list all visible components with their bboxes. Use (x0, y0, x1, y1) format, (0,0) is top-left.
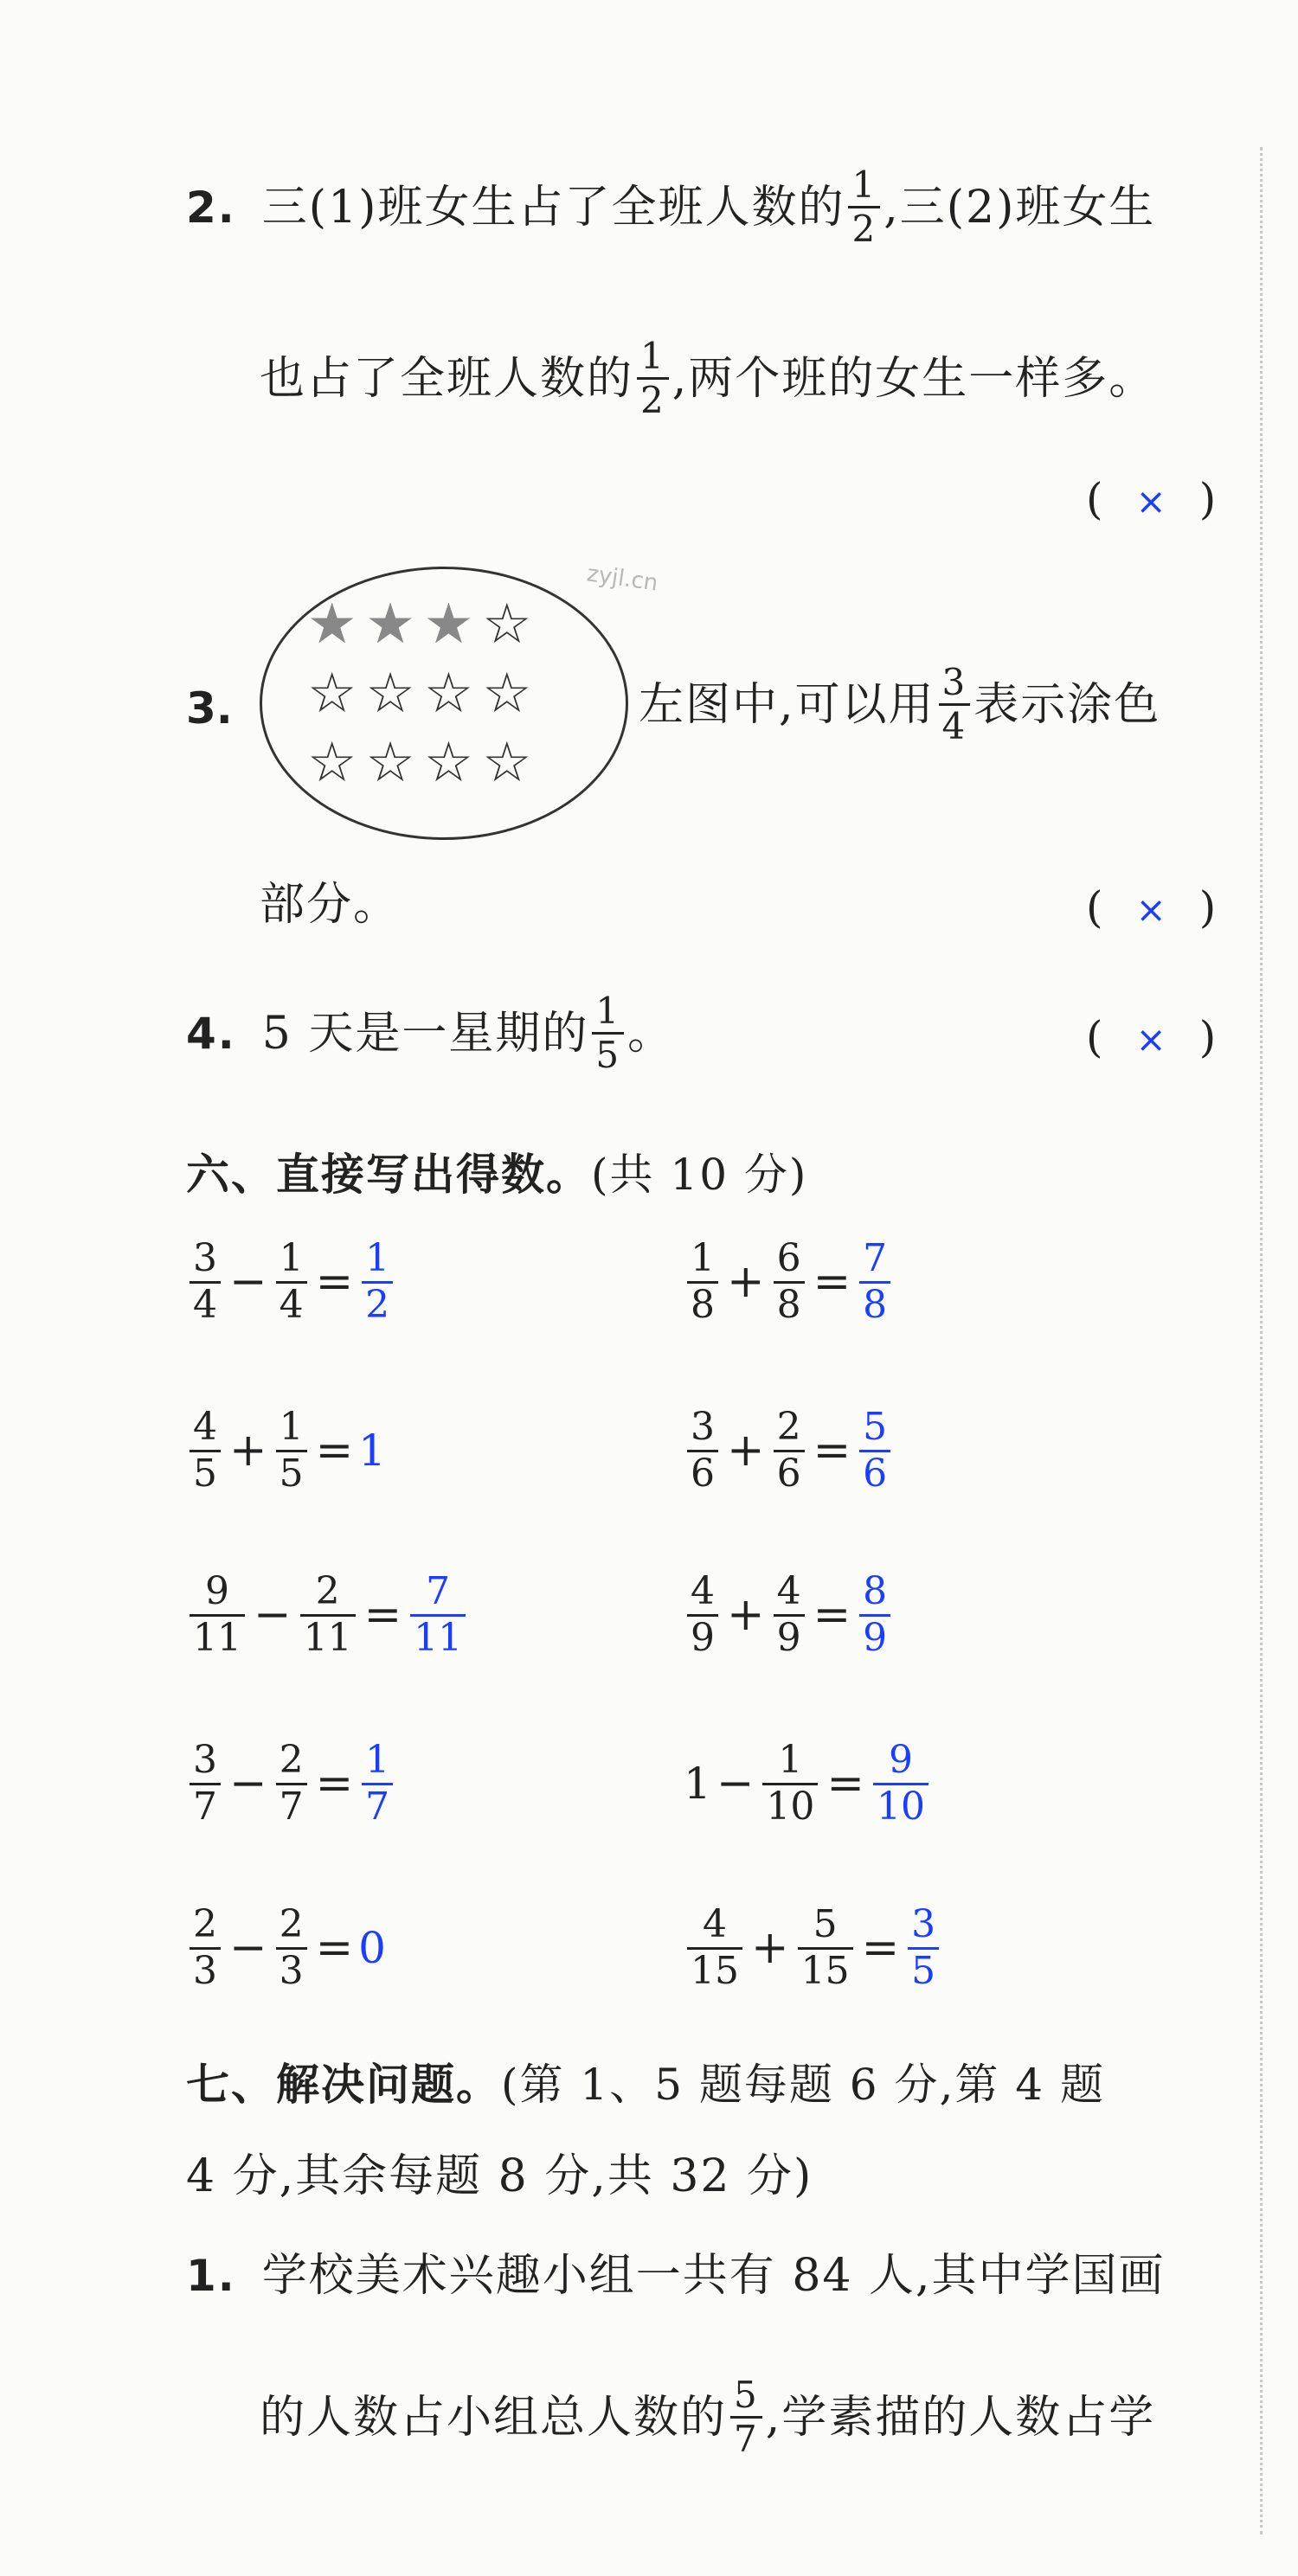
operand-a-numerator: 4 (703, 1902, 727, 1946)
q2-answer: × (1135, 480, 1175, 522)
answer-whole: 0 (358, 1923, 386, 1974)
answer-numerator: 1 (365, 1738, 390, 1782)
operand-a-numerator: 4 (193, 1405, 217, 1449)
page-edge-divider (1260, 147, 1263, 2534)
operand-b-denominator: 5 (279, 1451, 304, 1496)
operand-a-denominator: 6 (691, 1451, 715, 1496)
q4-answer: × (1135, 1018, 1175, 1061)
equals-sign: = (826, 1758, 864, 1810)
operand-b-denominator: 6 (776, 1451, 801, 1496)
equals-sign: = (813, 1589, 851, 1642)
operand-a (190, 1406, 221, 1496)
operand-b (276, 1406, 307, 1496)
answer (859, 1237, 890, 1327)
section-7-points-2: 4 分,其余每题 8 分,共 32 分) (186, 2150, 813, 2202)
operator: − (229, 1758, 267, 1810)
stars-figure (307, 590, 541, 798)
operand-a-numerator: 3 (193, 1738, 217, 1782)
operand-a (190, 1237, 221, 1327)
operand-b-denominator: 11 (303, 1615, 352, 1660)
operand-a-denominator: 15 (691, 1948, 739, 1993)
operand-b-numerator: 2 (776, 1405, 801, 1449)
operand-b-numerator: 2 (279, 1738, 304, 1782)
answer-denominator: 2 (365, 1282, 390, 1327)
operand-b-numerator: 2 (315, 1569, 340, 1613)
q4-text: 5 天是一星期的 (261, 1007, 589, 1060)
operand-a-denominator: 7 (193, 1784, 217, 1829)
operand-b (276, 1903, 307, 1993)
operand-b (276, 1237, 307, 1327)
equals-sign: = (861, 1922, 900, 1975)
s7q1-frac-numerator: 5 (734, 2374, 759, 2416)
answer-numerator: 1 (365, 1236, 390, 1280)
operator: + (727, 1256, 765, 1309)
q2-frac1-numerator: 1 (851, 163, 877, 206)
section-7-title: 七、解决问题。 (186, 2059, 501, 2110)
answer-denominator: 8 (863, 1282, 888, 1327)
section-7-heading (186, 2050, 1105, 2112)
answer (859, 1570, 890, 1660)
s7q1-text-2-tail: ,学素描的人数占学 (765, 2391, 1156, 2444)
operand-a-numerator: 9 (205, 1569, 229, 1613)
equals-sign: = (315, 1758, 354, 1810)
operand-a (687, 1237, 718, 1327)
q4-frac-denominator: 5 (595, 1034, 621, 1077)
watermark: zyjl.cn (585, 561, 660, 597)
s7q1-frac-denominator: 7 (734, 2418, 759, 2461)
q3-number: 3. (186, 683, 233, 734)
q4-frac-numerator: 1 (595, 990, 621, 1032)
operand-b (774, 1406, 805, 1496)
section-7-points-1: (第 1、5 题每题 6 分,第 4 题 (501, 2060, 1106, 2110)
operand-a (687, 1903, 742, 1993)
operand-a (190, 1739, 221, 1829)
q4-line (186, 990, 674, 1077)
s7q1-line2 (260, 2374, 1155, 2461)
q2-frac1-denominator: 2 (851, 208, 877, 251)
operand-a-denominator: 5 (193, 1451, 217, 1496)
section-6-points: (共 10 分) (591, 1150, 808, 1200)
s7q1-fraction (730, 2374, 762, 2461)
q2-fraction-2 (637, 336, 669, 422)
equation (684, 1237, 894, 1327)
answer-numerator: 7 (426, 1569, 451, 1613)
operand-a-numerator: 2 (193, 1902, 217, 1946)
operand-b-numerator: 4 (776, 1569, 801, 1613)
operand-a-denominator: 3 (193, 1948, 217, 1993)
q3-frac-numerator: 3 (941, 661, 967, 703)
operand-b (774, 1570, 805, 1660)
operand-b-numerator: 1 (778, 1738, 803, 1782)
answer-denominator: 5 (911, 1948, 936, 1993)
answer-denominator: 11 (414, 1615, 463, 1660)
q2-text-2: 也占了全班人数的 (260, 352, 634, 405)
q2-text-2-tail: ,两个班的女生一样多。 (671, 352, 1156, 405)
operator: + (727, 1425, 765, 1477)
q3-text: 左图中,可以用 (639, 678, 935, 731)
stars-row-3: ☆☆☆☆ (307, 731, 541, 795)
answer (410, 1570, 466, 1660)
s7q1-number: 1. (186, 2251, 236, 2301)
q3-fraction (939, 662, 971, 748)
q3-text-tail: 表示涂色 (974, 678, 1161, 731)
q2-fraction-1 (848, 164, 880, 251)
operand-b-denominator: 10 (766, 1784, 815, 1829)
operand-b-denominator: 7 (279, 1784, 304, 1829)
operand-b (774, 1237, 805, 1327)
operand-b-denominator: 9 (776, 1615, 801, 1660)
operand-a-numerator: 3 (193, 1236, 217, 1280)
operand-a-denominator: 8 (691, 1282, 715, 1327)
empty-star: ☆ (482, 593, 541, 657)
operand-a-denominator: 4 (193, 1282, 217, 1327)
q2-number: 2. (186, 182, 236, 233)
answer-whole: 1 (358, 1426, 386, 1477)
equation (684, 1739, 932, 1829)
operand-b-numerator: 5 (813, 1902, 838, 1946)
answer-denominator: 10 (876, 1784, 925, 1829)
q3-line1 (639, 662, 1160, 748)
operand-a-denominator: 9 (691, 1615, 715, 1660)
equals-sign: = (813, 1256, 851, 1309)
operand-b-denominator: 8 (776, 1282, 801, 1327)
operand-b (276, 1739, 307, 1829)
q2-frac2-denominator: 2 (640, 379, 665, 422)
operand-a-whole: 1 (684, 1759, 711, 1810)
answer-numerator: 9 (888, 1738, 913, 1782)
equation (186, 1903, 386, 1993)
q2-text-tail: ,三(2)班女生 (884, 181, 1156, 234)
equals-sign: = (315, 1922, 354, 1975)
operand-b-numerator: 1 (279, 1405, 304, 1449)
section-6-heading (186, 1140, 807, 1202)
q4-fraction (592, 990, 624, 1077)
equals-sign: = (315, 1425, 354, 1477)
operator: + (229, 1425, 267, 1477)
q4-answer-box: ( × ) (1086, 1012, 1225, 1062)
operator: − (229, 1256, 267, 1309)
operator: + (751, 1922, 789, 1975)
operand-b-numerator: 2 (279, 1902, 304, 1946)
q4-number: 4. (186, 1008, 236, 1059)
operand-a (190, 1570, 245, 1660)
answer-denominator: 9 (863, 1615, 888, 1660)
q2-answer-box: ( × ) (1086, 474, 1225, 524)
equation (186, 1406, 386, 1496)
answer-numerator: 8 (863, 1569, 888, 1613)
q3-line2: 部分。 (260, 879, 401, 931)
section-6-title: 六、直接写出得数。 (186, 1149, 591, 1200)
operand-b-numerator: 6 (776, 1236, 801, 1280)
q3-frac-denominator: 4 (941, 705, 967, 748)
operator: − (254, 1589, 292, 1642)
operand-b-denominator: 3 (279, 1948, 304, 1993)
answer (362, 1739, 393, 1829)
answer-numerator: 7 (863, 1236, 888, 1280)
answer (908, 1903, 939, 1993)
stars-row-2: ☆☆☆☆ (307, 662, 541, 726)
equals-sign: = (315, 1256, 354, 1309)
operand-a (687, 1406, 718, 1496)
equals-sign: = (363, 1589, 402, 1642)
operand-b-denominator: 4 (279, 1282, 304, 1327)
operand-b (300, 1570, 356, 1660)
operand-a-denominator: 11 (193, 1615, 241, 1660)
operand-b (798, 1903, 853, 1993)
answer (362, 1237, 393, 1327)
q4-text-tail: 。 (627, 1007, 675, 1060)
filled-stars: ★★★ (307, 593, 483, 657)
answer-denominator: 6 (863, 1451, 888, 1496)
answer-denominator: 7 (365, 1784, 390, 1829)
answer-numerator: 5 (863, 1405, 888, 1449)
operand-a (687, 1570, 718, 1660)
operator: − (229, 1922, 267, 1975)
answer-numerator: 3 (911, 1902, 936, 1946)
q2-line1 (186, 164, 1155, 251)
answer (859, 1406, 890, 1496)
equation (186, 1739, 396, 1829)
operand-a-numerator: 3 (691, 1405, 715, 1449)
operand-b-numerator: 1 (279, 1236, 304, 1280)
s7q1-text-2: 的人数占小组总人数的 (260, 2391, 728, 2444)
operand-a-numerator: 1 (691, 1236, 715, 1280)
answer (873, 1739, 929, 1829)
operand-a (190, 1903, 221, 1993)
operator: − (716, 1758, 755, 1810)
s7q1-line1 (186, 2250, 1166, 2302)
q2-text: 三(1)班女生占了全班人数的 (261, 181, 845, 234)
operator: + (727, 1589, 765, 1642)
s7q1-text: 学校美术兴趣小组一共有 84 人,其中学国画 (261, 2250, 1166, 2302)
q3-answer-box: ( × ) (1086, 882, 1225, 932)
equals-sign: = (813, 1425, 851, 1477)
equation (186, 1237, 396, 1327)
equation (684, 1903, 942, 1993)
equation (186, 1570, 469, 1660)
operand-b-denominator: 15 (800, 1948, 850, 1993)
q3-answer: × (1135, 888, 1175, 931)
q2-line2 (260, 336, 1155, 422)
stars-row-1 (307, 590, 541, 659)
equation (684, 1406, 894, 1496)
operand-a-numerator: 4 (691, 1569, 715, 1613)
operand-b (762, 1739, 818, 1829)
equation (684, 1570, 894, 1660)
q2-frac2-numerator: 1 (640, 335, 665, 377)
